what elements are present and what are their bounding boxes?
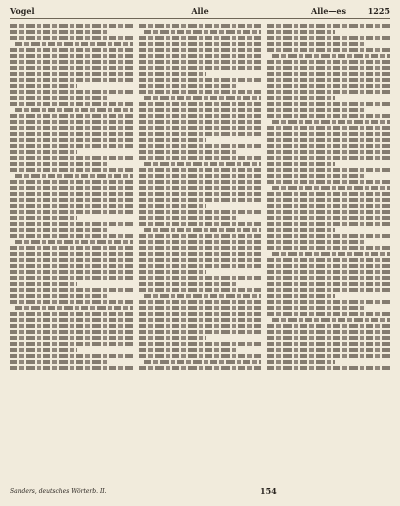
text-line (144, 360, 262, 364)
text-line (10, 48, 133, 52)
header-center: Alle (191, 6, 209, 16)
text-line (139, 300, 262, 304)
text-line (267, 216, 390, 220)
page-number: 1225 (367, 6, 390, 16)
text-line (267, 288, 390, 292)
text-line (10, 198, 133, 202)
text-line (15, 108, 133, 112)
signature-mark: 154 (260, 486, 277, 496)
text-line (139, 204, 206, 208)
text-line (267, 174, 365, 178)
text-line (10, 300, 133, 304)
text-line (267, 246, 390, 250)
text-line (10, 294, 108, 298)
text-line (10, 60, 133, 64)
text-line (139, 108, 262, 112)
text-line (10, 66, 133, 70)
text-line (139, 138, 206, 142)
text-line (139, 312, 262, 316)
text-line (267, 42, 365, 46)
column-left (10, 22, 133, 484)
text-line (144, 294, 262, 298)
text-line (10, 264, 133, 268)
text-line (267, 60, 390, 64)
text-line (267, 354, 390, 358)
text-line (15, 306, 133, 310)
text-line (139, 150, 237, 154)
text-line (10, 234, 133, 238)
text-line (267, 240, 365, 244)
text-line (10, 330, 133, 334)
text-line (139, 192, 262, 196)
text-line (267, 102, 390, 106)
text-line (139, 336, 206, 340)
text-line (10, 270, 133, 274)
text-line (267, 366, 390, 370)
text-line (267, 222, 390, 226)
text-line (139, 114, 262, 118)
text-line (272, 252, 390, 256)
text-line (139, 54, 262, 58)
text-line (267, 198, 390, 202)
text-line (267, 264, 390, 268)
text-line (139, 72, 206, 76)
text-line (139, 264, 262, 268)
text-line (10, 342, 133, 346)
text-line (139, 330, 262, 334)
text-line (139, 120, 262, 124)
text-line (267, 78, 390, 82)
text-columns (10, 22, 390, 484)
text-line (10, 90, 133, 94)
text-line (139, 288, 262, 292)
text-line (10, 288, 133, 292)
text-line (267, 210, 390, 214)
text-line (139, 42, 262, 46)
text-line (10, 366, 133, 370)
text-line (139, 198, 262, 202)
text-line (267, 132, 390, 136)
text-line (10, 156, 133, 160)
text-line (267, 330, 390, 334)
text-line (139, 126, 262, 130)
text-line (15, 174, 133, 178)
text-line (267, 168, 390, 172)
text-line (144, 96, 262, 100)
text-line (10, 336, 133, 340)
text-line (139, 348, 237, 352)
text-line (267, 162, 334, 166)
header-rule (10, 18, 390, 19)
text-line (139, 342, 262, 346)
text-line (139, 246, 262, 250)
text-line (144, 162, 262, 166)
text-line (272, 120, 390, 124)
text-line (267, 114, 390, 118)
text-line (267, 300, 390, 304)
text-line (267, 66, 390, 70)
text-line (139, 276, 262, 280)
text-line (139, 306, 262, 310)
text-line (144, 228, 262, 232)
text-line (10, 132, 133, 136)
text-line (10, 120, 133, 124)
text-line (267, 72, 390, 76)
text-line (267, 24, 390, 28)
text-line (139, 36, 262, 40)
text-line (267, 36, 390, 40)
text-line (10, 72, 133, 76)
text-line (10, 276, 133, 280)
text-line (267, 324, 390, 328)
text-line (267, 282, 390, 286)
text-line (139, 324, 262, 328)
text-line (10, 150, 77, 154)
text-line (267, 144, 390, 148)
text-line (267, 48, 390, 52)
text-line (272, 186, 390, 190)
text-line (267, 258, 390, 262)
text-line (139, 156, 262, 160)
text-line (139, 318, 262, 322)
text-line (267, 150, 390, 154)
text-line (139, 66, 262, 70)
text-line (272, 318, 390, 322)
text-line (267, 156, 390, 160)
text-line (10, 324, 133, 328)
text-line (10, 252, 133, 256)
text-line (139, 270, 206, 274)
text-line (139, 186, 262, 190)
text-line (139, 366, 262, 370)
text-line (10, 180, 133, 184)
text-line (10, 186, 133, 190)
text-line (139, 102, 262, 106)
text-line (10, 312, 133, 316)
text-line (10, 348, 77, 352)
column-middle (139, 22, 262, 484)
text-line (139, 210, 262, 214)
running-header (10, 6, 390, 18)
text-line (10, 138, 133, 142)
text-line (139, 222, 262, 226)
text-line (139, 144, 262, 148)
text-line (144, 30, 262, 34)
text-line (10, 54, 133, 58)
text-line (267, 30, 334, 34)
text-line (10, 318, 133, 322)
text-line (267, 360, 334, 364)
text-line (267, 336, 390, 340)
text-line (10, 168, 133, 172)
text-line (139, 168, 262, 172)
text-line (267, 84, 390, 88)
footer-note: Sanders, deutsches Wörterb. II. (10, 488, 107, 495)
text-line (10, 162, 108, 166)
text-line (267, 138, 390, 142)
text-line (10, 204, 133, 208)
text-line (139, 84, 237, 88)
text-line (10, 246, 133, 250)
text-line (15, 240, 133, 244)
text-line (10, 24, 133, 28)
header-right: Alle—es (311, 6, 346, 16)
text-line (139, 24, 262, 28)
text-line (10, 84, 77, 88)
text-line (10, 126, 133, 130)
header-left: Vogel (10, 6, 35, 16)
text-line (139, 252, 262, 256)
text-line (10, 30, 108, 34)
text-line (139, 354, 262, 358)
text-line (10, 144, 133, 148)
text-line (139, 258, 262, 262)
text-line (10, 114, 133, 118)
text-line (267, 204, 390, 208)
text-line (139, 174, 262, 178)
text-line (139, 216, 237, 220)
text-line (267, 342, 390, 346)
text-line (139, 60, 262, 64)
column-right (267, 22, 390, 484)
text-line (139, 282, 237, 286)
text-line (267, 306, 365, 310)
text-line (10, 36, 133, 40)
text-line (10, 78, 133, 82)
text-line (267, 294, 334, 298)
text-line (139, 240, 262, 244)
text-line (267, 96, 334, 100)
text-line (267, 126, 390, 130)
text-line (10, 192, 133, 196)
text-line (15, 42, 133, 46)
text-line (10, 216, 77, 220)
text-line (139, 78, 262, 82)
text-line (272, 54, 390, 58)
text-line (267, 312, 390, 316)
text-line (267, 276, 390, 280)
text-line (139, 132, 262, 136)
text-line (139, 90, 262, 94)
text-line (267, 90, 390, 94)
text-line (267, 234, 390, 238)
text-line (10, 222, 133, 226)
text-line (267, 348, 390, 352)
text-line (10, 228, 108, 232)
text-line (267, 180, 390, 184)
text-line (267, 192, 390, 196)
text-line (10, 102, 133, 106)
text-line (10, 210, 133, 214)
text-line (10, 282, 77, 286)
text-line (10, 96, 108, 100)
text-line (139, 48, 262, 52)
text-line (10, 360, 108, 364)
text-line (267, 108, 365, 112)
text-line (267, 270, 390, 274)
text-line (267, 228, 334, 232)
text-line (139, 234, 262, 238)
text-line (10, 258, 133, 262)
text-line (10, 354, 133, 358)
text-line (139, 180, 262, 184)
